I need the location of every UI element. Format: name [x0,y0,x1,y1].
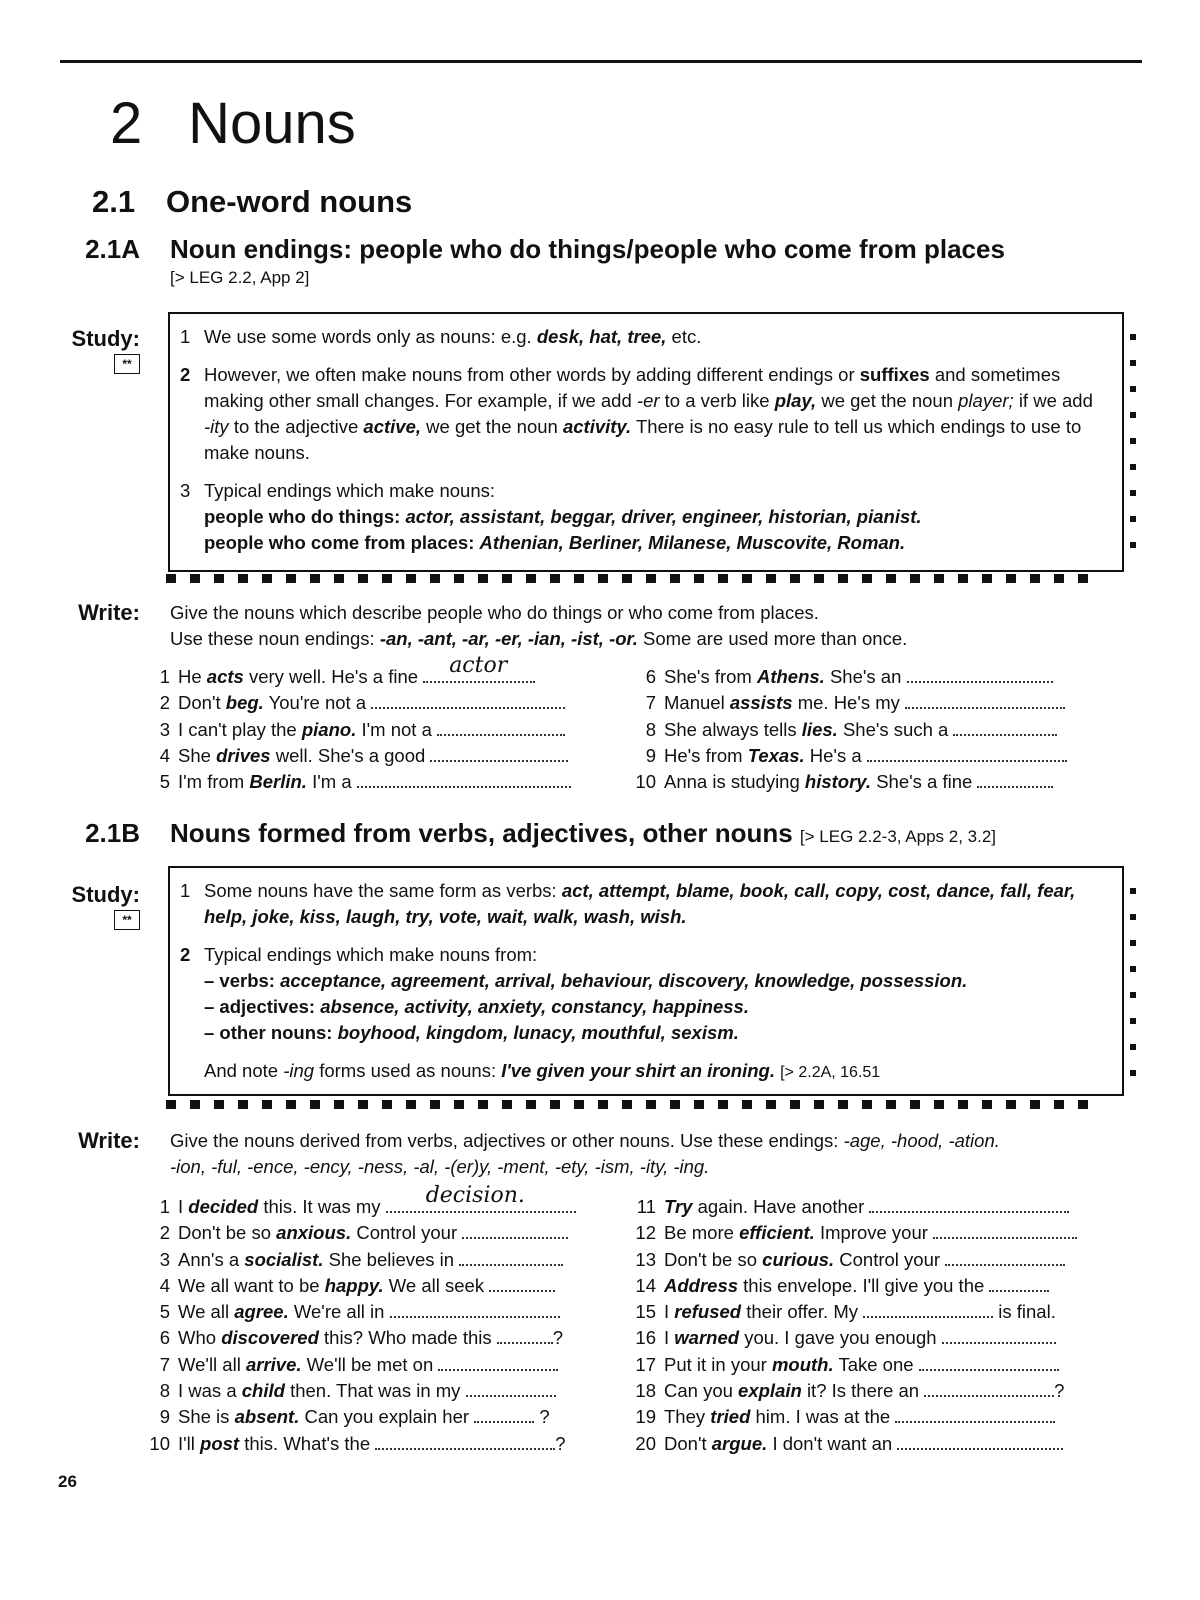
subsection-b-title: Nouns formed from verbs, adjectives, other nouns [170,818,793,848]
item-text: Typical endings which make nouns: [204,480,496,501]
cue-word: curious. [762,1248,835,1270]
subsection-b-ref: [> LEG 2.2-3, Apps 2, 3.2] [799,827,997,846]
study-box-a [168,312,1124,572]
exercise-row [630,1273,1130,1299]
instruction-text: Give the nouns derived from verbs, adjectives or other nouns. Use these endings: [170,1130,839,1151]
row-end: ? [1054,1380,1065,1402]
study-a-item-3 [180,478,1098,556]
exercise-row [630,769,1130,795]
row-text: They [664,1406,706,1428]
item-number: 1 [180,880,191,901]
note-text: forms used as nouns: [319,1060,497,1081]
row-number: 6 [159,1327,170,1349]
answer-blank[interactable] [462,1221,568,1239]
row-text: Don't be so [178,1222,272,1244]
section-title: One-word nouns [166,184,413,219]
exercise-row [144,717,616,743]
answer-blank[interactable] [437,718,565,736]
exercise-row [630,1378,1130,1404]
row-text: We'll all [178,1353,241,1375]
answer-blank[interactable] [497,1326,553,1344]
row-end: ? [552,1327,564,1349]
answer-blank[interactable] [953,718,1057,736]
row-text: well. She's a good [275,744,426,766]
row-number: 2 [159,692,170,714]
exercise-row [144,1220,620,1246]
study-b-item-1 [180,878,1098,930]
subsection-b-number: 2.1B [85,818,140,848]
row-number: 7 [159,1353,170,1375]
answer-blank[interactable] [919,1353,1059,1371]
exercise-row [144,653,616,690]
item-text: We use some words only as nouns: e.g. [204,326,532,347]
row-text: Don't [178,692,221,714]
row-text: We're all in [293,1301,385,1323]
answer-blank[interactable] [466,1379,556,1397]
item-text: we get the noun [821,390,953,411]
subsection-a-ref: [> LEG 2.2, App 2] [170,268,310,287]
item-text: Typical endings which make nouns from: [204,944,538,965]
exercise-row [144,1183,620,1220]
answer-blank[interactable] [907,665,1053,683]
item-number: 3 [180,480,191,501]
row-number: 4 [159,744,170,766]
category-examples: acceptance, agreement, arrival, behaviour, discovery, knowledge, possession. [280,970,968,991]
note-ref: [> 2.2A, 16.51 [780,1064,881,1081]
row-text: this? Who made this [324,1327,492,1349]
cue-word: piano. [301,718,357,740]
row-number: 4 [159,1274,170,1296]
row-number: 13 [635,1248,656,1270]
exercise-row [630,1325,1130,1351]
answer-blank[interactable] [489,1274,555,1292]
exercise-row [144,1247,620,1273]
row-text: I [664,1327,670,1349]
category-label: people who do things: [204,506,401,527]
answer-blank[interactable] [942,1326,1056,1344]
page-number: 26 [58,1472,77,1491]
write-label-b: Write: [78,1128,140,1153]
item-number: 2 [180,944,191,965]
row-text: again. Have another [697,1196,865,1217]
instruction-line: Give the nouns which describe people who do things or who come from places. [170,602,819,623]
write-a-instructions [170,600,1130,652]
row-text: you. I gave you enough [744,1327,937,1349]
row-end: ? [555,1432,566,1454]
difficulty-stars-b: ** [114,910,140,930]
exercise-row [630,717,1130,743]
row-number: 5 [159,1301,170,1323]
row-number: 9 [159,1406,170,1428]
exercise-row [144,1299,620,1325]
answer-blank[interactable] [386,1183,576,1213]
answer-blank[interactable] [924,1379,1054,1397]
answer-blank[interactable] [933,1221,1077,1239]
answer-blank[interactable] [357,770,571,788]
example-word: player; [958,390,1014,411]
note-text: And note [204,1060,279,1081]
row-text: Don't [664,1432,707,1454]
subsection-a-title: Noun endings: people who do things/people who come from places [170,234,1005,264]
row-number: 10 [149,1432,170,1454]
cue-word: drives [216,744,271,766]
cue-word: post [200,1432,240,1454]
instruction-text: Use these noun endings: [170,628,375,649]
cue-word: decided [188,1196,259,1217]
row-number: 8 [645,718,656,740]
answer-blank[interactable] [474,1405,534,1423]
cue-word: socialist. [244,1248,324,1270]
exercise-b-left [144,1183,620,1457]
exercise-row [630,1194,1130,1220]
row-text: then. That was in my [290,1380,461,1402]
exercise-row [630,690,1130,716]
study-b-item-2 [180,942,1098,1046]
answer-blank[interactable] [977,770,1053,788]
cue-word: arrive. [245,1353,302,1375]
subsection-a-number: 2.1A [85,234,140,264]
cue-word: child [241,1380,285,1402]
row-number: 1 [159,1196,170,1217]
row-text: Can you [664,1380,733,1402]
row-end: is final. [998,1301,1056,1323]
exercise-row [630,1220,1130,1246]
write-label-a: Write: [78,600,140,625]
suffix: -ing [283,1060,315,1081]
cue-word: anxious. [276,1222,352,1244]
cue-word: efficient. [739,1222,815,1244]
row-text: She's from [664,666,752,687]
item-text: to a verb like [664,390,770,411]
cue-word: Address [664,1274,739,1296]
study-box-b [168,866,1124,1096]
instruction-text: Some are used more than once. [642,628,908,649]
box-b-side-decoration [1130,888,1136,1086]
category-label: – adjectives: [204,996,316,1017]
cue-word: Try [664,1196,693,1217]
row-text: Be more [664,1222,734,1244]
cue-word: explain [738,1380,802,1402]
exercise-b-right [630,1194,1130,1457]
row-text: I can't play the [178,718,297,740]
row-number: 11 [636,1196,656,1217]
category-examples: Athenian, Berliner, Milanese, Muscovite, Roman. [479,532,906,553]
row-text: Anna is studying [664,771,800,793]
row-text: this envelope. I'll give you the [743,1274,985,1296]
row-text: Manuel [664,692,725,714]
exercise-row [144,1352,620,1378]
row-number: 18 [635,1380,656,1402]
cue-word: Texas. [747,744,805,766]
row-text: I [664,1301,670,1323]
row-number: 9 [645,744,656,766]
example-word: activity. [562,416,632,437]
cue-word: assists [729,692,793,714]
item-text: if we add [1018,390,1093,411]
cue-word: discovered [221,1327,319,1349]
chapter-title: Nouns [188,91,356,156]
answer-blank[interactable] [375,1432,555,1450]
cue-word: agree. [234,1301,289,1323]
row-number: 16 [635,1327,656,1349]
endings-list: -ion, -ful, -ence, -ency, -ness, -al, -(er)y, -ment, -ety, -ism, -ity, -ing. [170,1156,710,1177]
row-number: 8 [159,1380,170,1402]
box-a-side-decoration [1130,334,1136,562]
note-example: I've given your shirt an ironing. [501,1060,775,1081]
cue-word: Athens. [756,666,825,687]
row-text: I'm a [312,771,352,793]
exercise-row [630,1431,1130,1457]
answer-blank[interactable] [869,1195,1069,1213]
row-number: 17 [635,1353,656,1375]
row-text: I'll [178,1432,195,1454]
row-text: me. He's my [797,692,900,714]
cue-word: absent. [234,1406,300,1428]
row-text: He [178,666,202,687]
write-b-instructions [170,1128,1130,1180]
item-text-end: etc. [671,326,702,347]
answer-blank[interactable] [867,744,1067,762]
row-number: 14 [635,1274,656,1296]
row-number: 10 [635,771,656,793]
row-text: She believes in [328,1248,455,1270]
row-number: 3 [159,718,170,740]
row-text: Control your [839,1248,941,1270]
category-label: – other nouns: [204,1022,333,1043]
row-text: Take one [838,1353,914,1375]
item-text: There is no easy rule to tell us which endings to use to make nouns. [204,416,1082,463]
row-text: We all [178,1301,230,1323]
item-text: Some nouns have the same form as verbs: [204,880,557,901]
row-text: this. It was my [263,1196,381,1217]
handwritten-answer: actor [449,653,508,678]
exercise-a-left [144,653,616,795]
row-number: 15 [635,1301,656,1323]
row-text: Who [178,1327,217,1349]
item-examples: act, attempt, blame, book, call, copy, cost, dance, fall, fear, help, joke, kiss, laugh, try, vote, wait, walk, wash, wish. [204,880,1076,927]
row-text: We'll be met on [306,1353,434,1375]
answer-blank[interactable] [390,1300,560,1318]
answer-blank[interactable] [897,1432,1063,1450]
row-text: him. I was at the [755,1406,891,1428]
study-label-a: Study: [71,326,140,351]
cue-word: history. [804,771,872,793]
item-number: 1 [180,326,191,347]
top-rule [60,60,1142,63]
category-label: – verbs: [204,970,275,991]
row-text: I was a [178,1380,237,1402]
exercise-row [630,664,1130,690]
row-number: 7 [645,692,656,714]
row-text: Improve your [819,1222,928,1244]
row-end: ? [539,1406,550,1428]
cue-word: happy. [324,1274,384,1296]
exercise-row [144,1431,620,1457]
item-text: we get the noun [426,416,558,437]
cue-word: acts [206,666,244,687]
keyword-suffixes: suffixes [859,364,930,385]
study-label-b: Study: [71,882,140,907]
row-text: I don't want an [772,1432,893,1454]
exercise-a-right [630,664,1130,795]
cue-word: tried [710,1406,751,1428]
row-number: 1 [159,666,170,687]
handwritten-answer: decision. [425,1183,525,1208]
exercise-row [144,690,616,716]
row-text: Control your [356,1222,458,1244]
exercise-row [144,1273,620,1299]
cue-word: warned [674,1327,740,1349]
exercise-row [144,1378,620,1404]
row-text: She's an [829,666,902,687]
row-text: I [178,1196,184,1217]
cue-word: lies. [801,718,838,740]
item-text: to the adjective [233,416,359,437]
answer-blank[interactable] [371,691,565,709]
row-text: She's a fine [876,771,973,793]
exercise-row [630,1247,1130,1273]
row-text: She [178,744,211,766]
study-a-item-1 [180,324,1098,350]
row-text: I'm not a [361,718,432,740]
row-text: He's a [809,744,862,766]
answer-blank[interactable] [423,653,535,683]
category-examples: actor, assistant, beggar, driver, engineer, historian, pianist. [405,506,922,527]
row-text: Can you explain her [304,1406,470,1428]
answer-blank[interactable] [430,744,568,762]
example-word: active, [363,416,422,437]
row-text: We all want to be [178,1274,320,1296]
category-label: people who come from places: [204,532,475,553]
row-number: 5 [159,771,170,793]
chapter-number: 2 [110,91,143,156]
row-text: He's from [664,744,743,766]
example-word: play, [774,390,817,411]
box-b-bottom-decoration [166,1100,1096,1109]
instruction-line [170,626,1130,652]
answer-blank[interactable] [459,1248,563,1266]
row-text: You're not a [268,692,367,714]
exercise-row [630,743,1130,769]
box-a-bottom-decoration [166,574,1096,583]
answer-blank[interactable] [989,1274,1049,1292]
study-b-note [204,1058,1098,1086]
exercise-row [630,1299,1130,1325]
section-number: 2.1 [92,184,136,219]
row-number: 2 [159,1222,170,1244]
exercise-row [144,769,616,795]
row-text: it? Is there an [806,1380,920,1402]
answer-blank[interactable] [863,1300,993,1318]
item-text: However, we often make nouns from other words by adding different endings or [204,364,855,385]
category-examples: absence, activity, anxiety, constancy, happiness. [320,996,749,1017]
study-a-item-2 [180,362,1098,466]
row-text: She is [178,1406,230,1428]
exercise-row [630,1352,1130,1378]
exercise-row [144,1325,620,1351]
row-text: their offer. My [746,1301,858,1323]
cue-word: argue. [711,1432,768,1454]
cue-word: Berlin. [249,771,307,793]
answer-blank[interactable] [905,691,1065,709]
row-number: 6 [645,666,656,687]
row-text: I'm from [178,771,245,793]
item-text: and sometimes making other small changes. For example, if we add [204,364,1061,411]
row-number: 19 [635,1406,656,1428]
answer-blank[interactable] [895,1405,1055,1423]
row-text: very well. He's a fine [248,666,419,687]
exercise-row [630,1404,1130,1430]
answer-blank[interactable] [945,1248,1065,1266]
endings-list: -age, -hood, -ation. [843,1130,1000,1151]
instruction-line [170,1128,1130,1154]
item-number: 2 [180,364,191,385]
exercise-row [144,743,616,769]
row-text: Put it in your [664,1353,767,1375]
row-text: We all seek [388,1274,485,1296]
answer-blank[interactable] [438,1353,558,1371]
item-examples: desk, hat, tree, [536,326,667,347]
exercise-row [144,1404,620,1430]
row-number: 3 [159,1248,170,1270]
row-text: Ann's a [178,1248,240,1270]
suffix: -ity [204,416,229,437]
category-examples: boyhood, kingdom, lunacy, mouthful, sexism. [337,1022,739,1043]
endings-list: -an, -ant, -ar, -er, -ian, -ist, -or. [379,628,638,649]
subsection-b-heading [170,818,996,852]
row-text: Don't be so [664,1248,758,1270]
cue-word: refused [674,1301,742,1323]
cue-word: mouth. [771,1353,834,1375]
row-text: this. What's the [244,1432,371,1454]
chapter-heading [110,92,356,156]
row-number: 20 [635,1432,656,1454]
difficulty-stars-a: ** [114,354,140,374]
cue-word: beg. [225,692,264,714]
row-number: 12 [635,1222,656,1244]
suffix: -er [636,390,660,411]
row-text: She always tells [664,718,797,740]
row-text: She's such a [842,718,949,740]
